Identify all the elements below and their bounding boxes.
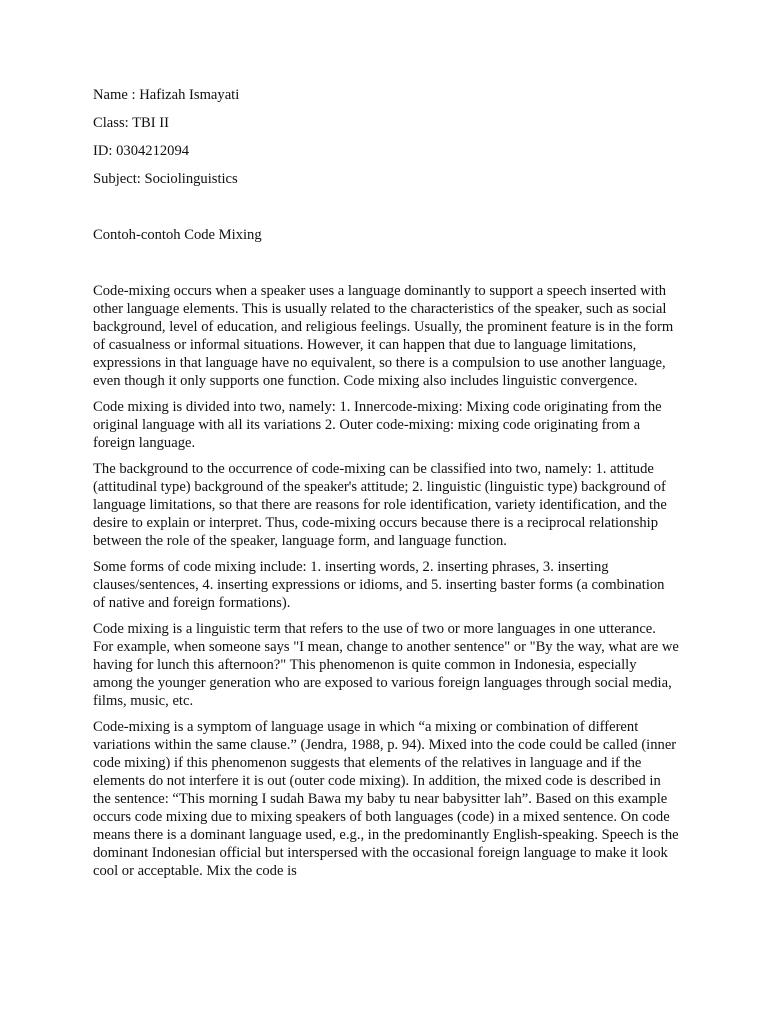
student-name: Name : Hafizah Ismayati [93, 87, 240, 103]
paragraph: Code-mixing occurs when a speaker uses a language dominantly to support a speech inserted with other language elements. This is usually related to the characteristics of the speaker, such as social background, level of education, and religious feelings. Usually, the prominent feature is in the form of casualness or informal situations. However, it can happen that due to language limitations, expressions in that language have no equivalent, so there is a compulsion to use another language, even though it only supports one function. Code mixing also includes linguistic convergence. [93, 283, 674, 389]
paragraph: Code mixing is divided into two, namely: 1. Innercode-mixing: Mixing code originating from the original language with all its variations 2. Outer code-mixing: mixing code originating from a foreign language. [93, 399, 662, 451]
paragraph: Some forms of code mixing include: 1. inserting words, 2. inserting phrases, 3. inserting clauses/sentences, 4. inserting expressions or idioms, and 5. inserting baster forms (a combination of native and foreign formations). [93, 559, 665, 611]
document-page [93, 86, 679, 888]
subject: Subject: Sociolinguistics [93, 171, 238, 187]
paragraph: The background to the occurrence of code-mixing can be classified into two, namely: 1. attitude (attitudinal type) background of the speaker's attitude; 2. linguistic (linguistic type) background of language limitations, so that there are reasons for role identification, variety identification, and the desire to explain or interpret. Thus, code-mixing occurs because there is a reciprocal relationship between the role of the speaker, language form, and language function. [93, 461, 667, 549]
student-class: Class: TBI II [93, 115, 169, 131]
document-title: Contoh-contoh Code Mixing [93, 227, 262, 243]
paragraph: Code-mixing is a symptom of language usage in which “a mixing or combination of different variations within the same clause.” (Jendra, 1988, p. 94). Mixed into the code could be called (inner code mixing) if this phenomenon suggests that elements of the relatives in language and if the elements do not interfere it is out (outer code mixing). In addition, the mixed code is described in the sentence: “This morning I sudah Bawa my baby tu near babysitter lah”. Based on this example occurs code mixing due to mixing speakers of both languages (code) in a mixed sentence. On code means there is a dominant language used, e.g., in the predominantly English-speaking. Speech is the dominant Indonesian official but interspersed with the occasional foreign language to make it look cool or acceptable. Mix the code is [93, 719, 679, 879]
student-id: ID: 0304212094 [93, 143, 190, 159]
paragraph: Code mixing is a linguistic term that refers to the use of two or more languages in one utterance. For example, when someone says "I mean, change to another sentence" or "By the way, what are we having for lunch this afternoon?" This phenomenon is quite common in Indonesia, especially among the younger generation who are exposed to various foreign languages through social media, films, music, etc. [93, 621, 679, 709]
